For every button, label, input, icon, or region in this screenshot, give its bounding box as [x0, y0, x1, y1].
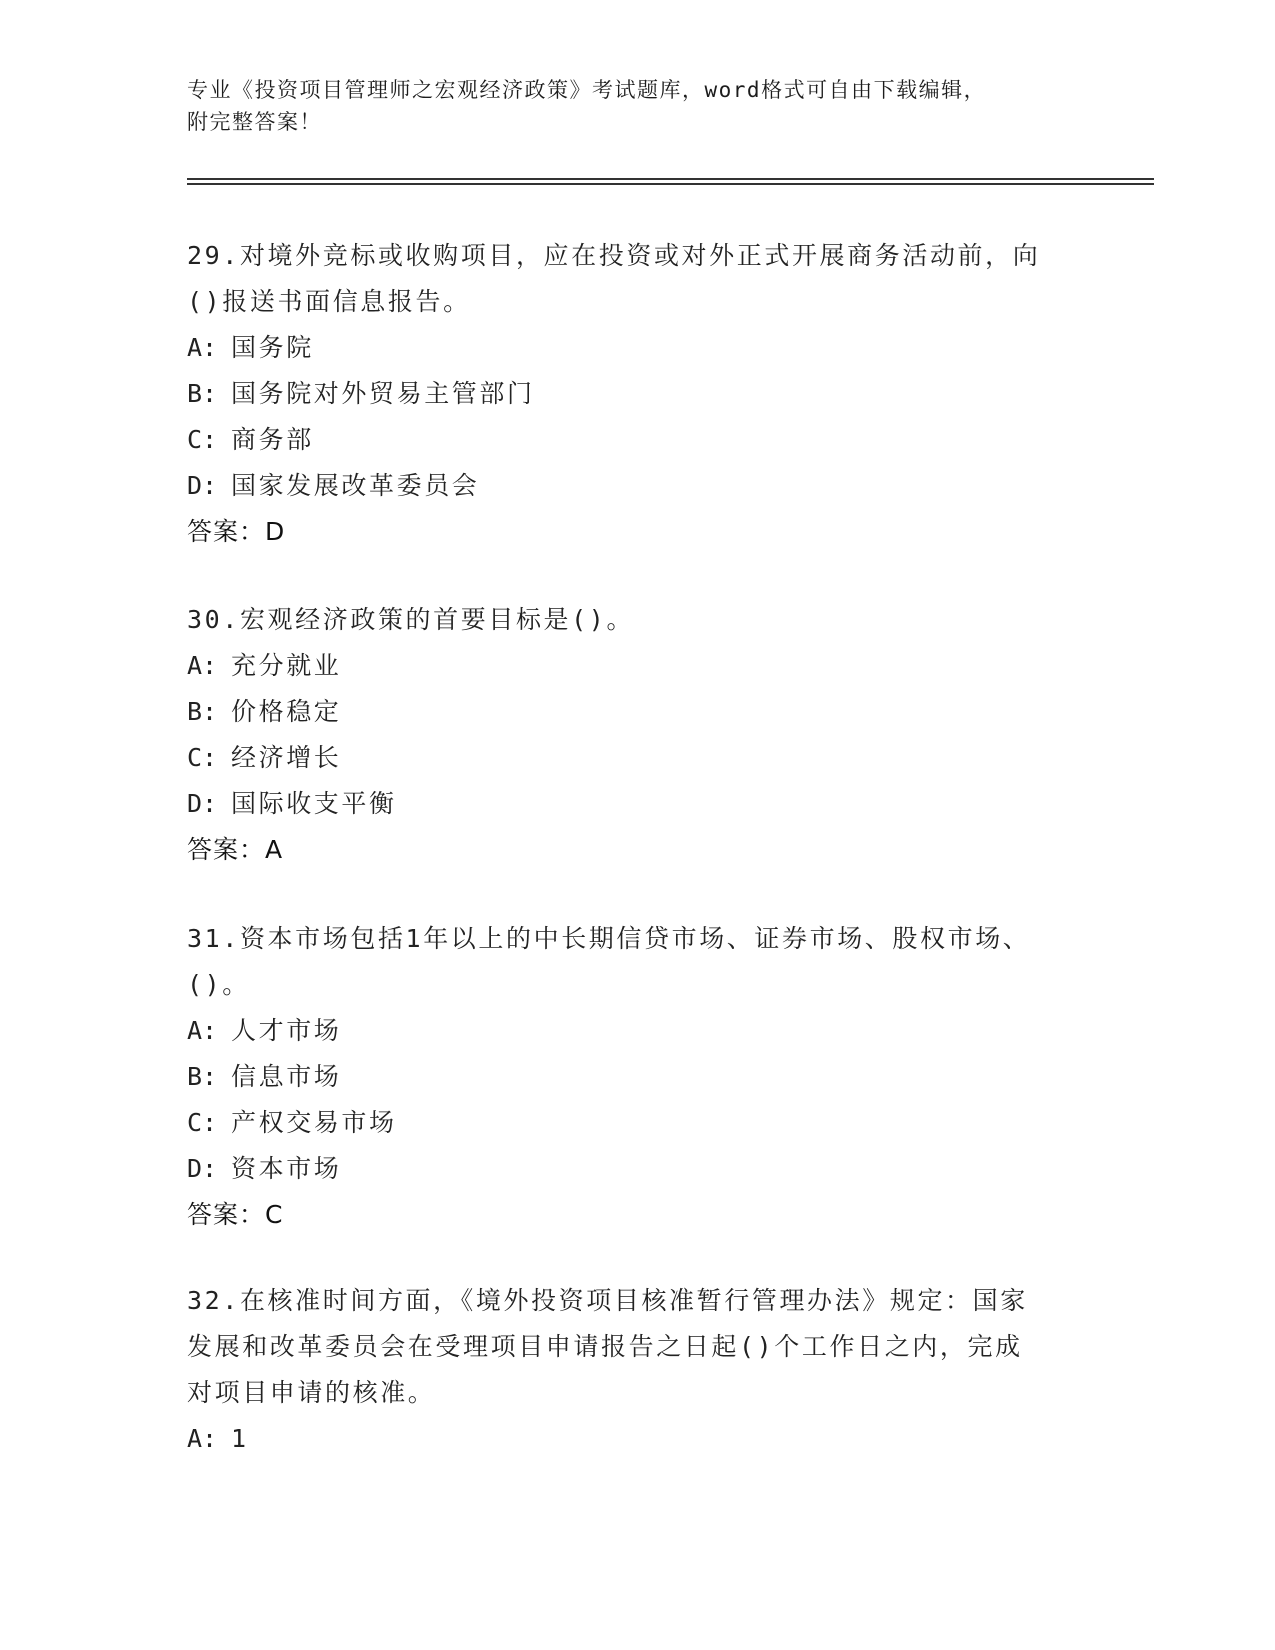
option-key: A:	[187, 1424, 218, 1453]
option-d	[187, 1146, 1087, 1192]
answer-line	[187, 1192, 1087, 1238]
option-b	[187, 689, 1087, 735]
option-text: 信息市场	[231, 1062, 342, 1091]
option-key: B:	[187, 379, 218, 408]
option-c	[187, 1100, 1087, 1146]
document-header	[187, 74, 1077, 138]
answer-line	[187, 509, 1087, 555]
option-text: 充分就业	[231, 651, 342, 680]
answer-label: 答案：	[187, 1200, 266, 1229]
option-text: 国务院对外贸易主管部门	[231, 379, 535, 408]
option-b	[187, 371, 1087, 417]
header-line-1: 专业《投资项目管理师之宏观经济政策》考试题库，word格式可自由下载编辑，	[187, 78, 987, 102]
option-key: D:	[187, 471, 218, 500]
option-key: A:	[187, 651, 218, 680]
option-d	[187, 781, 1087, 827]
option-text: 资本市场	[231, 1154, 342, 1183]
option-a	[187, 325, 1087, 371]
option-text: 价格稳定	[231, 697, 342, 726]
option-key: C:	[187, 743, 218, 772]
option-key: B:	[187, 1062, 218, 1091]
question-31	[187, 916, 1087, 1238]
question-32	[187, 1278, 1087, 1462]
question-29	[187, 233, 1087, 555]
question-30	[187, 597, 1087, 873]
option-b	[187, 1054, 1087, 1100]
option-d	[187, 463, 1087, 509]
option-text: 产权交易市场	[231, 1108, 397, 1137]
option-key: C:	[187, 425, 218, 454]
option-a	[187, 1008, 1087, 1054]
answer-value: D	[265, 517, 286, 546]
answer-line	[187, 827, 1087, 873]
option-a	[187, 643, 1087, 689]
header-divider-top	[187, 178, 1154, 180]
question-stem-line: 对项目申请的核准。	[187, 1378, 436, 1407]
question-stem-line: 32.在核准时间方面，《境外投资项目核准暂行管理办法》规定：国家	[187, 1286, 1028, 1315]
option-text: 国家发展改革委员会	[231, 471, 480, 500]
option-key: C:	[187, 1108, 218, 1137]
option-text: 商务部	[231, 425, 314, 454]
question-stem-line: ()报送书面信息报告。	[187, 287, 471, 316]
answer-label: 答案：	[187, 517, 266, 546]
option-c	[187, 417, 1087, 463]
option-c	[187, 735, 1087, 781]
option-text: 经济增长	[231, 743, 342, 772]
option-text: 国际收支平衡	[231, 789, 397, 818]
option-key: A:	[187, 1016, 218, 1045]
answer-value: A	[265, 835, 284, 864]
option-key: A:	[187, 333, 218, 362]
question-stem-line: ()。	[187, 970, 250, 999]
option-key: D:	[187, 789, 218, 818]
question-stem-line: 29.对境外竞标或收购项目，应在投资或对外正式开展商务活动前，向	[187, 241, 1041, 270]
answer-label: 答案：	[187, 835, 266, 864]
option-text: 人才市场	[231, 1016, 342, 1045]
option-key: D:	[187, 1154, 218, 1183]
answer-value: C	[265, 1200, 284, 1229]
question-stem-line: 31.资本市场包括1年以上的中长期信贷市场、证券市场、股权市场、	[187, 924, 1031, 953]
header-divider-bottom	[187, 183, 1154, 185]
option-key: B:	[187, 697, 218, 726]
header-line-2: 附完整答案！	[187, 110, 322, 134]
option-text: 国务院	[231, 333, 314, 362]
option-text: 1	[231, 1424, 249, 1453]
option-a	[187, 1416, 1087, 1462]
question-stem-line: 发展和改革委员会在受理项目申请报告之日起()个工作日之内，完成	[187, 1332, 1023, 1361]
question-stem-line: 30.宏观经济政策的首要目标是()。	[187, 605, 635, 634]
